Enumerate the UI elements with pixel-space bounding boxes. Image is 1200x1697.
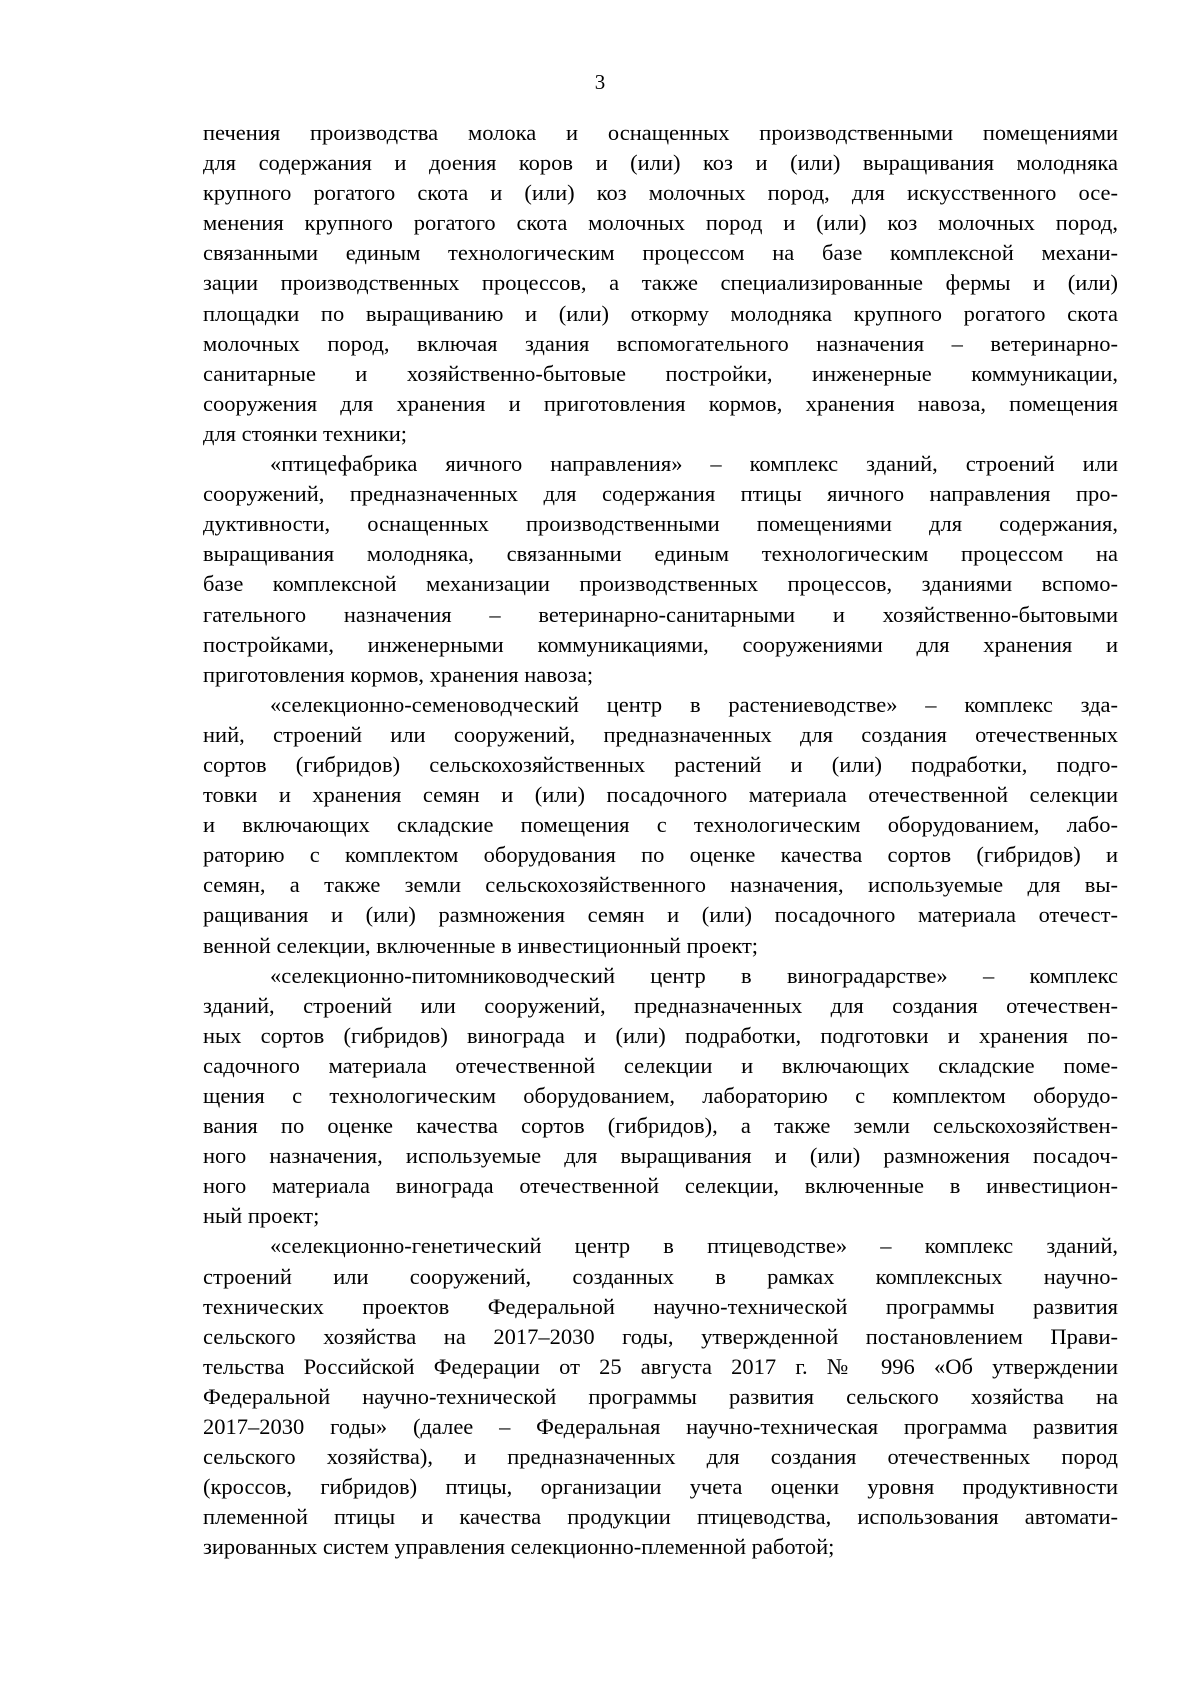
document-body [203,118,1118,1563]
paragraph [203,449,1118,690]
text-line: ный проект; [203,1203,320,1229]
text-line: «птицефабрика яичного направления» – комплекс зданий, строений или [270,451,1118,477]
text-line: ного назначения, используемые для выращивания и (или) размножения посадоч- [203,1143,1118,1169]
text-line: печения производства молока и оснащенных производственными помещениями [203,120,1118,145]
paragraph [203,690,1118,961]
text-line: товки и хранения семян и (или) посадочного материала отечественной селекции [203,782,1118,808]
text-line: раторию с комплектом оборудования по оценке качества сортов (гибридов) и [203,842,1118,868]
text-line: ного материала винограда отечественной селекции, включенные в инвестицион- [203,1173,1118,1199]
text-line: 2017–2030 годы» (далее – Федеральная научно-техническая программа развития [203,1414,1118,1440]
text-line: выращивания молодняка, связанными единым технологическим процессом на [203,541,1118,567]
text-line: сооружений, предназначенных для содержания птицы яичного направления про- [203,481,1118,507]
text-line: племенной птицы и качества продукции птицеводства, использования автомати- [203,1504,1118,1530]
paragraph [203,961,1118,1232]
text-line: садочного материала отечественной селекции и включающих складские поме- [203,1052,1118,1078]
text-line: молочных пород, включая здания вспомогательного назначения – ветеринарно- [203,330,1118,356]
text-line: и включающих складские помещения с технологическим оборудованием, лабо- [203,812,1118,838]
text-line: зированных систем управления селекционно-племенной работой; [203,1534,835,1560]
text-line: площадки по выращиванию и (или) откорму молодняка крупного рогатого скота [203,300,1118,326]
text-line: вания по оценке качества сортов (гибридов), а также земли сельскохозяйствен- [203,1113,1118,1139]
paragraph [203,1231,1118,1562]
text-line: ний, строений или сооружений, предназначенных для создания отечественных [203,721,1118,747]
text-line: зданий, строений или сооружений, предназначенных для создания отечествен- [203,992,1118,1018]
text-line: для содержания и доения коров и (или) коз и (или) выращивания молодняка [203,150,1118,176]
text-line: сельского хозяйства), и предназначенных для создания отечественных пород [203,1444,1118,1470]
text-line: сельского хозяйства на 2017–2030 годы, утвержденной постановлением Прави- [203,1323,1118,1349]
text-line: санитарные и хозяйственно-бытовые постройки, инженерные коммуникации, [203,360,1118,386]
text-line: Федеральной научно-технической программы развития сельского хозяйства на [203,1383,1118,1409]
text-line: крупного рогатого скота и (или) коз молочных пород, для искусственного осе- [203,180,1118,206]
text-line: строений или сооружений, созданных в рамках комплексных научно- [203,1263,1118,1289]
text-line: «селекционно-семеноводческий центр в растениеводстве» – комплекс зда- [270,691,1118,717]
text-line: постройками, инженерными коммуникациями, сооружениями для хранения и [203,631,1118,657]
text-line: сортов (гибридов) сельскохозяйственных растений и (или) подработки, подго- [203,751,1118,777]
text-line: зации производственных процессов, а также специализированные фермы и (или) [203,270,1118,296]
text-line: «селекционно-генетический центр в птицеводстве» – комплекс зданий, [270,1233,1118,1259]
text-line: связанными единым технологическим процессом на базе комплексной механи- [203,240,1118,266]
text-line: дуктивности, оснащенных производственными помещениями для содержания, [203,511,1118,537]
text-line: приготовления кормов, хранения навоза; [203,661,594,687]
text-line: технических проектов Федеральной научно-технической программы развития [203,1293,1118,1319]
text-line: ных сортов (гибридов) винограда и (или) подработки, подготовки и хранения по- [203,1022,1118,1048]
text-line: венной селекции, включенные в инвестиционный проект; [203,932,759,958]
text-line: (кроссов, гибридов) птицы, организации учета оценки уровня продуктивности [203,1474,1118,1500]
text-line: для стоянки техники; [203,420,408,446]
text-line: ращивания и (или) размножения семян и (или) посадочного материала отечест- [203,902,1118,928]
paragraph [203,118,1118,449]
text-line: базе комплексной механизации производственных процессов, зданиями вспомо- [203,571,1118,597]
text-line: гательного назначения – ветеринарно-санитарными и хозяйственно-бытовыми [203,601,1118,627]
text-line: семян, а также земли сельскохозяйственного назначения, используемые для вы- [203,872,1118,898]
page-number: 3 [594,70,606,94]
text-line: менения крупного рогатого скота молочных пород и (или) коз молочных пород, [203,210,1118,236]
text-line: сооружения для хранения и приготовления кормов, хранения навоза, помещения [203,390,1118,416]
text-line: щения с технологическим оборудованием, лабораторию с комплектом оборудо- [203,1083,1118,1108]
text-line: тельства Российской Федерации от 25 августа 2017 г. № 996 «Об утверждении [203,1353,1118,1379]
text-line: «селекционно-питомниководческий центр в виноградарстве» – комплекс [270,962,1118,988]
